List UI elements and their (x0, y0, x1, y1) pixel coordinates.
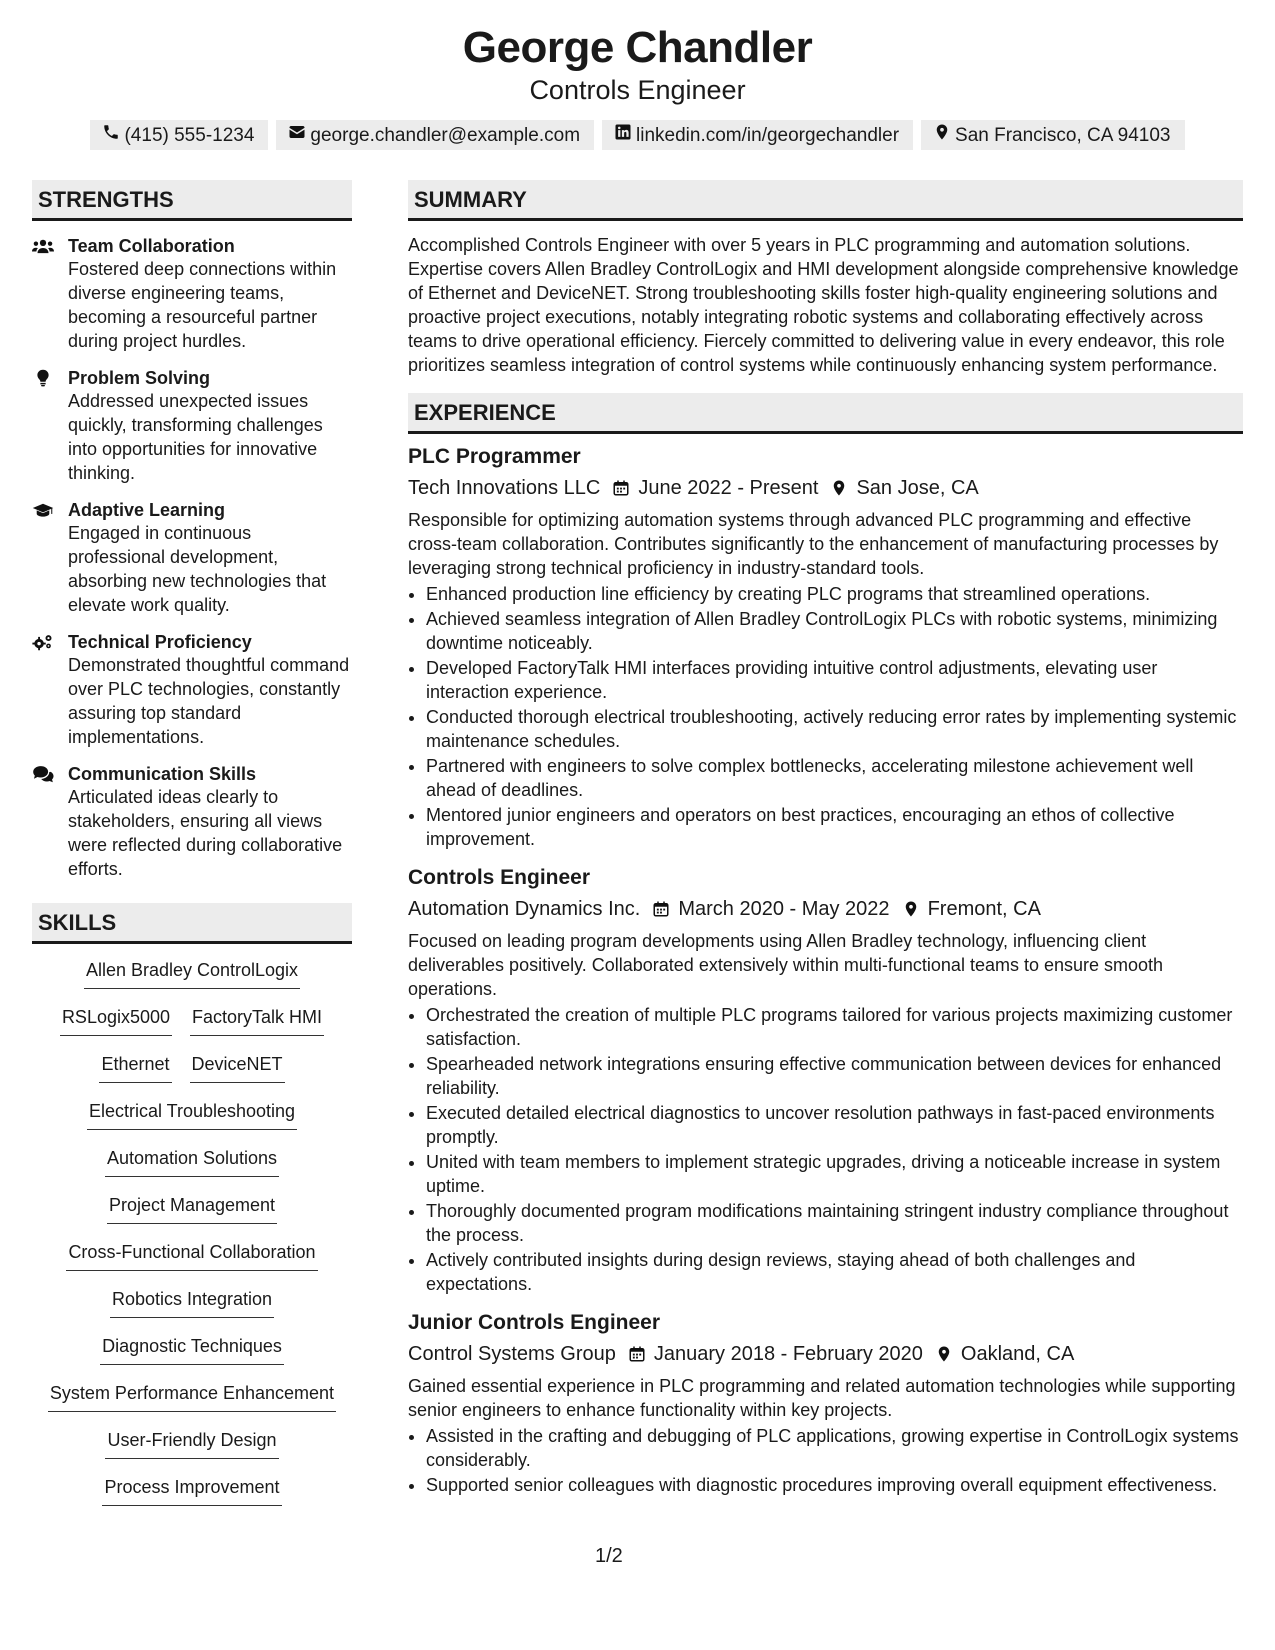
job-bullets (408, 1424, 1243, 1497)
job-company: Tech Innovations LLC (408, 477, 601, 499)
contact-linkedin[interactable]: linkedin.com/in/georgechandler (602, 120, 913, 150)
job-bullet: • Mentored junior engineers and operators on best practices, encouraging an ethos of collective improvement. (426, 803, 1243, 851)
strength-item (32, 499, 352, 617)
job-dates: June 2022 - Present (638, 477, 819, 499)
skill-tag: RSLogix5000 (60, 1001, 172, 1036)
job-meta (408, 1342, 1243, 1366)
skill-tag: Allen Bradley ControlLogix (84, 954, 300, 989)
skills-heading: SKILLS (32, 903, 352, 944)
skill-tag: Robotics Integration (110, 1283, 274, 1318)
job-bullet: • Actively contributed insights during design reviews, staying ahead of both challenges and expectations. (426, 1248, 1243, 1296)
jobs-list (408, 444, 1243, 1497)
skills-list (32, 954, 352, 1514)
strength-title: Communication Skills (68, 764, 257, 784)
job-entry (408, 865, 1243, 1296)
left-column (32, 180, 352, 1514)
job-bullets (408, 582, 1243, 851)
job-company: Control Systems Group (408, 1343, 616, 1365)
resume-header (0, 0, 1275, 150)
skill-row (32, 1424, 352, 1467)
strength-item (32, 763, 352, 881)
strength-item (32, 235, 352, 353)
job-dates: January 2018 - February 2020 (653, 1343, 923, 1365)
skill-tag: Project Management (107, 1189, 277, 1224)
skill-tag: DeviceNET (190, 1048, 285, 1083)
skill-row (32, 1283, 352, 1326)
calendar-icon (612, 479, 630, 497)
strength-desc: Engaged in continuous professional development, absorbing new technologies that elevate work quality. (68, 523, 327, 615)
job-location: Fremont, CA (927, 898, 1041, 920)
linkedin-icon (614, 123, 632, 147)
skill-row (32, 1001, 352, 1044)
contact-bar (0, 120, 1275, 150)
candidate-name: George Chandler (462, 23, 813, 72)
job-title: Junior Controls Engineer (408, 1311, 661, 1334)
job-title: PLC Programmer (408, 445, 581, 468)
strength-item (32, 631, 352, 749)
job-description: Gained essential experience in PLC programming and related automation technologies while supporting senior engineers to enhance functionality within key projects. (408, 1376, 1236, 1420)
skill-tag: Ethernet (99, 1048, 171, 1083)
map-marker-icon (830, 479, 848, 497)
lightbulb-icon (32, 367, 68, 485)
job-location: Oakland, CA (960, 1343, 1075, 1365)
skill-row (32, 1377, 352, 1420)
users-icon (32, 235, 68, 353)
skill-row (32, 1471, 352, 1514)
job-bullets (408, 1003, 1243, 1296)
gears-icon (32, 631, 68, 749)
job-location: San Jose, CA (856, 477, 979, 499)
strength-desc: Fostered deep connections within diverse engineering teams, becoming a resourceful partner during project hurdles. (68, 259, 337, 351)
calendar-icon (652, 900, 670, 918)
skill-tag: Electrical Troubleshooting (87, 1095, 297, 1130)
job-bullet: • United with team members to implement strategic upgrades, driving a noticeable increase in system uptime. (426, 1150, 1243, 1198)
job-bullet: • Developed FactoryTalk HMI interfaces providing intuitive control adjustments, elevating user interaction experience. (426, 656, 1243, 704)
map-marker-icon (902, 900, 920, 918)
comments-icon (32, 763, 68, 881)
candidate-title: Controls Engineer (529, 75, 746, 105)
envelope-icon (288, 123, 306, 147)
page-indicator: 1/2 (595, 1545, 623, 1567)
contact-email[interactable]: george.chandler@example.com (276, 120, 594, 150)
contact-location: San Francisco, CA 94103 (921, 120, 1184, 150)
job-description: Focused on leading program developments using Allen Bradley technology, influencing client deliverables positively. Collaborated extensively within multi-functional teams to ensure smooth operations. (408, 931, 1164, 999)
job-bullet: • Supported senior colleagues with diagnostic procedures improving overall equipment effectiveness. (426, 1473, 1243, 1497)
strength-title: Technical Proficiency (68, 632, 252, 652)
skill-row (32, 1142, 352, 1185)
skill-tag: Diagnostic Techniques (100, 1330, 284, 1365)
right-column (408, 180, 1243, 1498)
summary-text: Accomplished Controls Engineer with over 5 years in PLC programming and automation solutions. Expertise covers Allen Bradley ControlLogix and HMI development alongside comprehensive knowledge of Ethernet and DeviceNET. Strong troubleshooting skills foster high-quality engineering solutions and proactive project executions, notably integrating robotic systems and collaborating effectively across teams to drive operational efficiency. Fiercely committed to delivering value in every endeavor, this role prioritizes seamless integration of control systems while continuously enhancing system performance. (408, 235, 1239, 375)
map-marker-icon (933, 123, 951, 147)
map-marker-icon (935, 1345, 953, 1363)
skill-row (32, 1189, 352, 1232)
job-bullet: • Enhanced production line efficiency by creating PLC programs that streamlined operations. (426, 582, 1243, 606)
skill-row (32, 1095, 352, 1138)
skill-row (32, 1236, 352, 1279)
strength-desc: Demonstrated thoughtful command over PLC technologies, constantly assuring top standard implementations. (68, 655, 350, 747)
strength-title: Team Collaboration (68, 236, 235, 256)
strength-item (32, 367, 352, 485)
job-bullet: • Thoroughly documented program modifications maintaining stringent industry compliance throughout the process. (426, 1199, 1243, 1247)
skill-row (32, 1048, 352, 1091)
strength-title: Problem Solving (68, 368, 211, 388)
job-bullet: • Assisted in the crafting and debugging of PLC applications, growing expertise in ControlLogix systems considerably. (426, 1424, 1243, 1472)
skill-tag: Cross-Functional Collaboration (66, 1236, 317, 1271)
job-title: Controls Engineer (408, 866, 591, 889)
skill-tag: FactoryTalk HMI (190, 1001, 324, 1036)
job-bullet: • Partnered with engineers to solve complex bottlenecks, accelerating milestone achievement well ahead of deadlines. (426, 754, 1243, 802)
job-company: Automation Dynamics Inc. (408, 898, 641, 920)
strengths-heading: STRENGTHS (32, 180, 352, 221)
job-entry (408, 444, 1243, 851)
skill-tag: User-Friendly Design (105, 1424, 278, 1459)
job-dates: March 2020 - May 2022 (678, 898, 890, 920)
job-bullet: • Executed detailed electrical diagnostics to uncover resolution pathways in fast-paced environments promptly. (426, 1101, 1243, 1149)
job-bullet: • Conducted thorough electrical troubleshooting, actively reducing error rates by implementing systemic maintenance schedules. (426, 705, 1243, 753)
summary-heading: SUMMARY (408, 180, 1243, 221)
calendar-icon (628, 1345, 646, 1363)
skill-tag: Process Improvement (102, 1471, 281, 1506)
job-entry (408, 1310, 1243, 1497)
phone-icon (102, 123, 120, 147)
strengths-list (32, 235, 352, 881)
experience-heading: EXPERIENCE (408, 393, 1243, 434)
skill-row (32, 1330, 352, 1373)
contact-phone[interactable]: (415) 555-1234 (90, 120, 268, 150)
job-bullet: • Spearheaded network integrations ensuring effective communication between devices for enhanced reliability. (426, 1052, 1243, 1100)
strength-desc: Addressed unexpected issues quickly, transforming challenges into opportunities for innovative thinking. (68, 391, 323, 483)
strength-desc: Articulated ideas clearly to stakeholders, ensuring all views were reflected during collaborative efforts. (68, 787, 343, 879)
job-description: Responsible for optimizing automation systems through advanced PLC programming and effective cross-team collaboration. Contributes significantly to the enhancement of manufacturing processes by leveraging strong technical proficiency in industry-standard tools. (408, 510, 1219, 578)
graduation-cap-icon (32, 499, 68, 617)
strength-title: Adaptive Learning (68, 500, 226, 520)
job-meta (408, 897, 1243, 921)
skill-tag: Automation Solutions (105, 1142, 279, 1177)
job-bullet: • Orchestrated the creation of multiple PLC programs tailored for various projects maximizing customer satisfaction. (426, 1003, 1243, 1051)
job-bullet: • Achieved seamless integration of Allen Bradley ControlLogix PLCs with robotic systems, minimizing downtime noticeably. (426, 607, 1243, 655)
skill-row (32, 954, 352, 997)
skill-tag: System Performance Enhancement (48, 1377, 336, 1412)
job-meta (408, 476, 1243, 500)
